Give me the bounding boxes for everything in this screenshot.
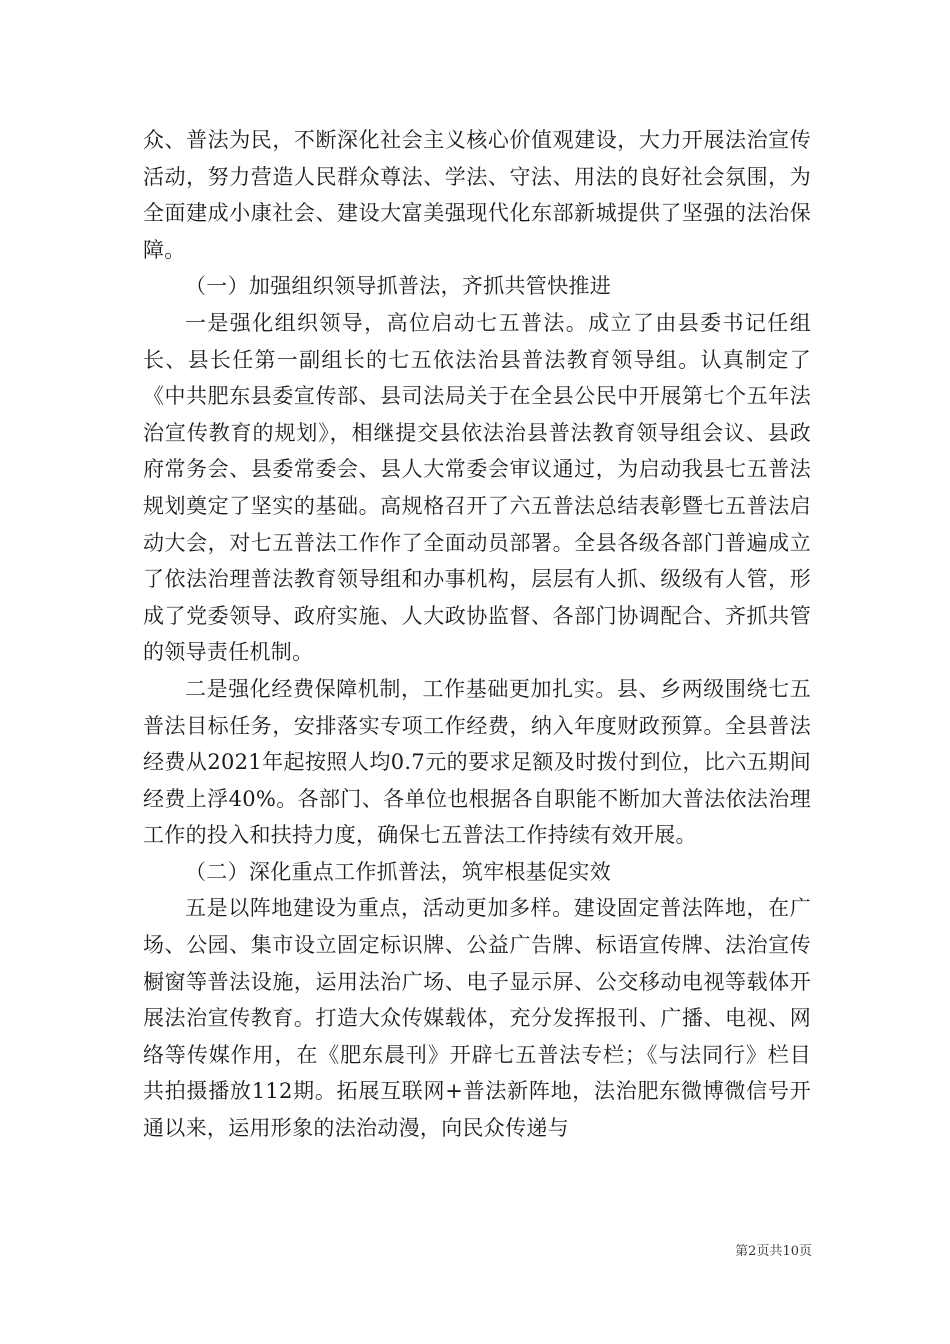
- paragraph-funding-guarantee: 二是强化经费保障机制，工作基础更加扎实。县、乡两级围绕七五普法目标任务，安排落实专项工作经费，纳入年度财政预算。全县普法经费从2021年起按照人均0.7元的要求足额及时拨付到位，比六五期间经费上浮40%。各部门、各单位也根据各自职能不断加大普法依法治理工作的投入和扶持力度，确保七五普法工作持续有效开展。: [143, 676, 811, 848]
- page-number-footer: 第2页共10页: [735, 1244, 812, 1259]
- section-heading-2: （二）深化重点工作抓普法，筑牢根基促实效: [185, 859, 611, 884]
- paragraph-position-building: 五是以阵地建设为重点，活动更加多样。建设固定普法阵地，在广场、公园、集市设立固定标识牌、公益广告牌、标语宣传牌、法治宣传橱窗等普法设施，运用法治广场、电子显示屏、公交移动电视等载体开展法治宣传教育。打造大众传媒载体，充分发挥报刊、广播、电视、网络等传媒作用，在《肥东晨刊》开辟七五普法专栏；《与法同行》栏目共拍摄播放112期。拓展互联网+普法新阵地，法治肥东微博微信号开通以来，运用形象的法治动漫，向民众传递与: [143, 896, 811, 1141]
- section-heading-1: （一）加强组织领导抓普法，齐抓共管快推进: [185, 274, 611, 299]
- document-body: [143, 122, 811, 1147]
- paragraph-organization-leadership: 一是强化组织领导，高位启动七五普法。成立了由县委书记任组长、县长任第一副组长的七五依法治县普法教育领导组。认真制定了《中共肥东县委宣传部、县司法局关于在全县公民中开展第七个五年法治宣传教育的规划》，相继提交县依法治县普法教育领导组会议、县政府常务会、县委常委会、县人大常委会审议通过，为启动我县七五普法规划奠定了坚实的基础。高规格召开了六五普法总结表彰暨七五普法启动大会，对七五普法工作作了全面动员部署。全县各级各部门普遍成立了依法治理普法教育领导组和办事机构，层层有人抓、级级有人管，形成了党委领导、政府实施、人大政协监督、各部门协调配合、齐抓共管的领导责任机制。: [143, 310, 811, 665]
- paragraph-continuation: 众、普法为民，不断深化社会主义核心价值观建设，大力开展法治宣传活动，努力营造人民群众尊法、学法、守法、用法的良好社会氛围，为全面建成小康社会、建设大富美强现代化东部新城提供了坚强的法治保障。: [143, 128, 811, 262]
